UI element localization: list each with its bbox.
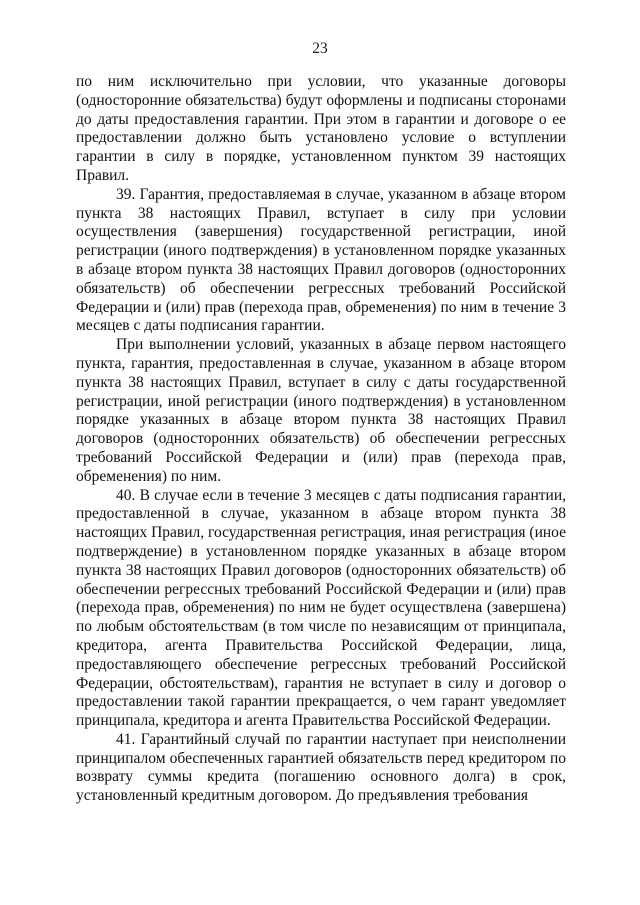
paragraph-clause-39: 39. Гарантия, предоставляемая в случае, указанном в абзаце втором пункта 38 настоящих Правил, вступает в силу при условии осуществления (завершения) государственной регистрации, иной регистрации (иного подтверждения) в установленном порядке указанных в абзаце втором пункта 38 настоящих Правил договоров (односторонних обязательств) об обеспечении регрессных требований Российской Федерации и (или) прав (перехода прав, обременения) по ним в течение 3 месяцев с даты подписания гарантии. <box>76 185 566 335</box>
paragraph-clause-41: 41. Гарантийный случай по гарантии наступает при неисполнении принципалом обеспеченных гарантией обязательств перед кредитором по возврату суммы кредита (погашению основного долга) в срок, установленный кредитным договором. До предъявления требования <box>76 730 566 805</box>
document-body <box>76 73 566 806</box>
paragraph-clause-40: 40. В случае если в течение 3 месяцев с даты подписания гарантии, предоставленной в случае, указанном в абзаце втором пункта 38 настоящих Правил, государственная регистрация, иная регистрация (иное подтверждение) в установленном порядке указанных в абзаце втором пункта 38 настоящих Правил договоров (односторонних обязательств) об обеспечении регрессных требований Российской Федерации и (или) прав (перехода прав, обременения) по ним не будет осуществлена (завершена) по любым обстоятельствам (в том числе по независящим от принципала, кредитора, агента Правительства Российской Федерации, лица, предоставляющего обеспечение регрессных требований Российской Федерации, обстоятельствам), гарантия не вступает в силу и договор о предоставлении такой гарантии прекращается, о чем гарант уведомляет принципала, кредитора и агента Правительства Российской Федерации. <box>76 486 566 730</box>
paragraph-clause-39-conditions: При выполнении условий, указанных в абзаце первом настоящего пункта, гарантия, предоставленная в случае, указанном в абзаце втором пункта 38 настоящих Правил, вступает в силу с даты государственной регистрации, иной регистрации (иного подтверждения) в установленном порядке указанных в абзаце втором пункта 38 настоящих Правил договоров (односторонних обязательств) об обеспечении регрессных требований Российской Федерации и (или) прав (перехода прав, обременения) по ним. <box>76 336 566 485</box>
paragraph-continuation: по ним исключительно при условии, что указанные договоры (односторонние обязательства) будут оформлены и подписаны сторонами до даты предоставления гарантии. При этом в гарантии и договоре о ее предоставлении должно быть установлено условие о вступлении гарантии в силу в порядке, установленном пунктом 39 настоящих Правил. <box>76 73 566 184</box>
page-number: 23 <box>312 40 328 57</box>
